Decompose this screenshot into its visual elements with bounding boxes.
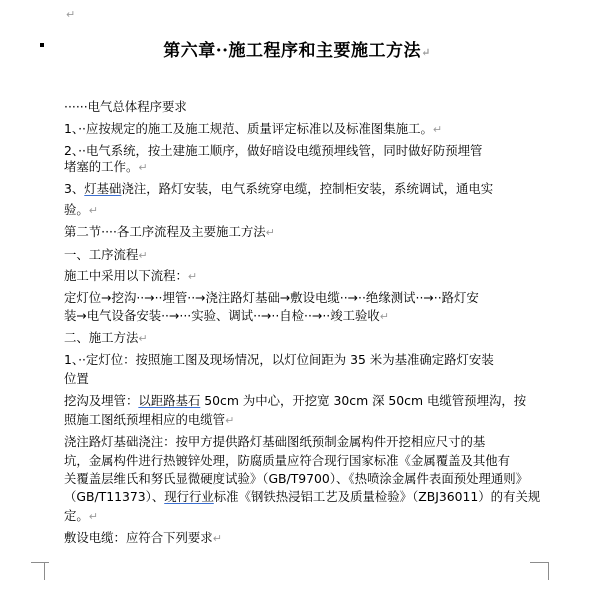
text-line	[64, 454, 510, 468]
line-text: 二、施工方法	[64, 330, 139, 345]
text-line	[64, 472, 528, 486]
text-line	[64, 531, 222, 546]
line-text: 浇注，路灯安装，电气系统穿电缆，控制柜安装，系统调试，通电实	[121, 181, 494, 196]
chapter-title: 第六章··施工程序和主要施工方法↵	[163, 41, 431, 61]
text-line	[64, 394, 526, 408]
text-line	[64, 182, 493, 196]
line-text: 定。	[64, 508, 89, 523]
line-text: 施工中采用以下流程：	[64, 268, 188, 283]
line-text: 装→电气设备安装··→···实验、调试··→··自检··→··竣工验收	[64, 308, 380, 323]
line-text: 坑，金属构件进行热镀锌处理，防腐质量应符合现行国家标准《金属覆盖及其他有	[64, 453, 511, 468]
text-line	[64, 225, 275, 240]
text-line	[64, 353, 494, 367]
crop-mark-left-h	[31, 562, 49, 563]
line-text: 标准《钢铁热浸铝工艺及质量检验》（ZBJ36011）的有关规	[213, 489, 541, 504]
underlined-text: 以距路基石	[138, 393, 201, 408]
text-line	[64, 144, 482, 158]
underlined-text: 灯基础	[84, 181, 122, 196]
line-text: 2、··电气系统，按土建施工顺序，做好暗设电缆预埋线管，同时做好防预埋管	[64, 143, 483, 158]
paragraph-mark: ↵	[225, 414, 235, 427]
line-text: 照施工图纸预埋相应的电缆管	[64, 412, 226, 427]
crop-mark-right	[548, 562, 563, 580]
paragraph-mark: ↵	[88, 510, 98, 523]
text-line	[64, 490, 540, 504]
line-text: 一、工序流程	[64, 247, 139, 262]
line-text: 验。	[64, 202, 89, 217]
text-line	[64, 160, 148, 175]
paragraph-mark: ↵	[212, 532, 222, 545]
text-line	[64, 413, 234, 428]
line-text: 浇注路灯基础浇注：按甲方提供路灯基础图纸预制金属构件开挖相应尺寸的基	[64, 434, 486, 449]
line-text: 1、··应按规定的施工及施工规范、质量评定标准以及标准图集施工。	[64, 121, 433, 136]
line-text: （GB/T11373）、	[64, 489, 165, 504]
text-line	[64, 331, 148, 346]
crop-mark-right-h	[530, 562, 548, 563]
line-text: 关覆盖层维氏和努氏显微硬度试验》（GB/T9700）、《热喷涂金属件表面预处理通则》	[64, 471, 529, 486]
text-line	[64, 122, 442, 137]
text-line	[64, 248, 148, 263]
line-text: 3、	[64, 181, 85, 196]
paragraph-mark: ↵	[379, 310, 389, 323]
line-text: 第二节····各工序流程及主要施工方法	[64, 224, 266, 239]
text-line	[64, 100, 187, 114]
paragraph-mark: ↵	[421, 46, 431, 59]
line-text: ······电气总体程序要求	[64, 99, 187, 114]
line-text: 挖沟及埋管：	[64, 393, 139, 408]
text-line	[64, 509, 98, 524]
paragraph-mark: ↵	[265, 226, 275, 239]
paragraph-mark: ↵	[187, 270, 198, 283]
line-text: 位置	[64, 371, 89, 386]
paragraph-mark: ↵	[432, 123, 443, 136]
text-line	[64, 291, 479, 305]
crop-mark-left	[30, 562, 45, 580]
text-line	[64, 309, 389, 324]
paragraph-mark: ↵	[88, 204, 98, 217]
text-line	[64, 269, 197, 284]
paragraph-mark: ↵	[138, 249, 148, 262]
text-line	[64, 435, 485, 449]
underlined-text: 现行行业	[164, 489, 214, 504]
line-text: 堵塞的工作。	[64, 159, 139, 174]
line-text: 敷设电缆：应符合下列要求	[64, 530, 213, 545]
text-line	[64, 203, 98, 218]
line-text: 定灯位→挖沟··→··埋管··→浇注路灯基础→敷设电缆··→··绝缘测试··→··路灯安	[64, 290, 479, 305]
text-line	[64, 372, 89, 386]
line-text: 50cm 为中心，开挖宽 30cm 深 50cm 电缆管预埋沟，按	[200, 393, 527, 408]
paragraph-mark: ↵	[138, 332, 148, 345]
paragraph-mark: ↵	[66, 8, 76, 21]
paragraph-mark: ↵	[138, 161, 148, 174]
line-text: 1、··定灯位：按照施工图及现场情况，以灯位间距为 35 米为基准确定路灯安装	[64, 352, 494, 367]
